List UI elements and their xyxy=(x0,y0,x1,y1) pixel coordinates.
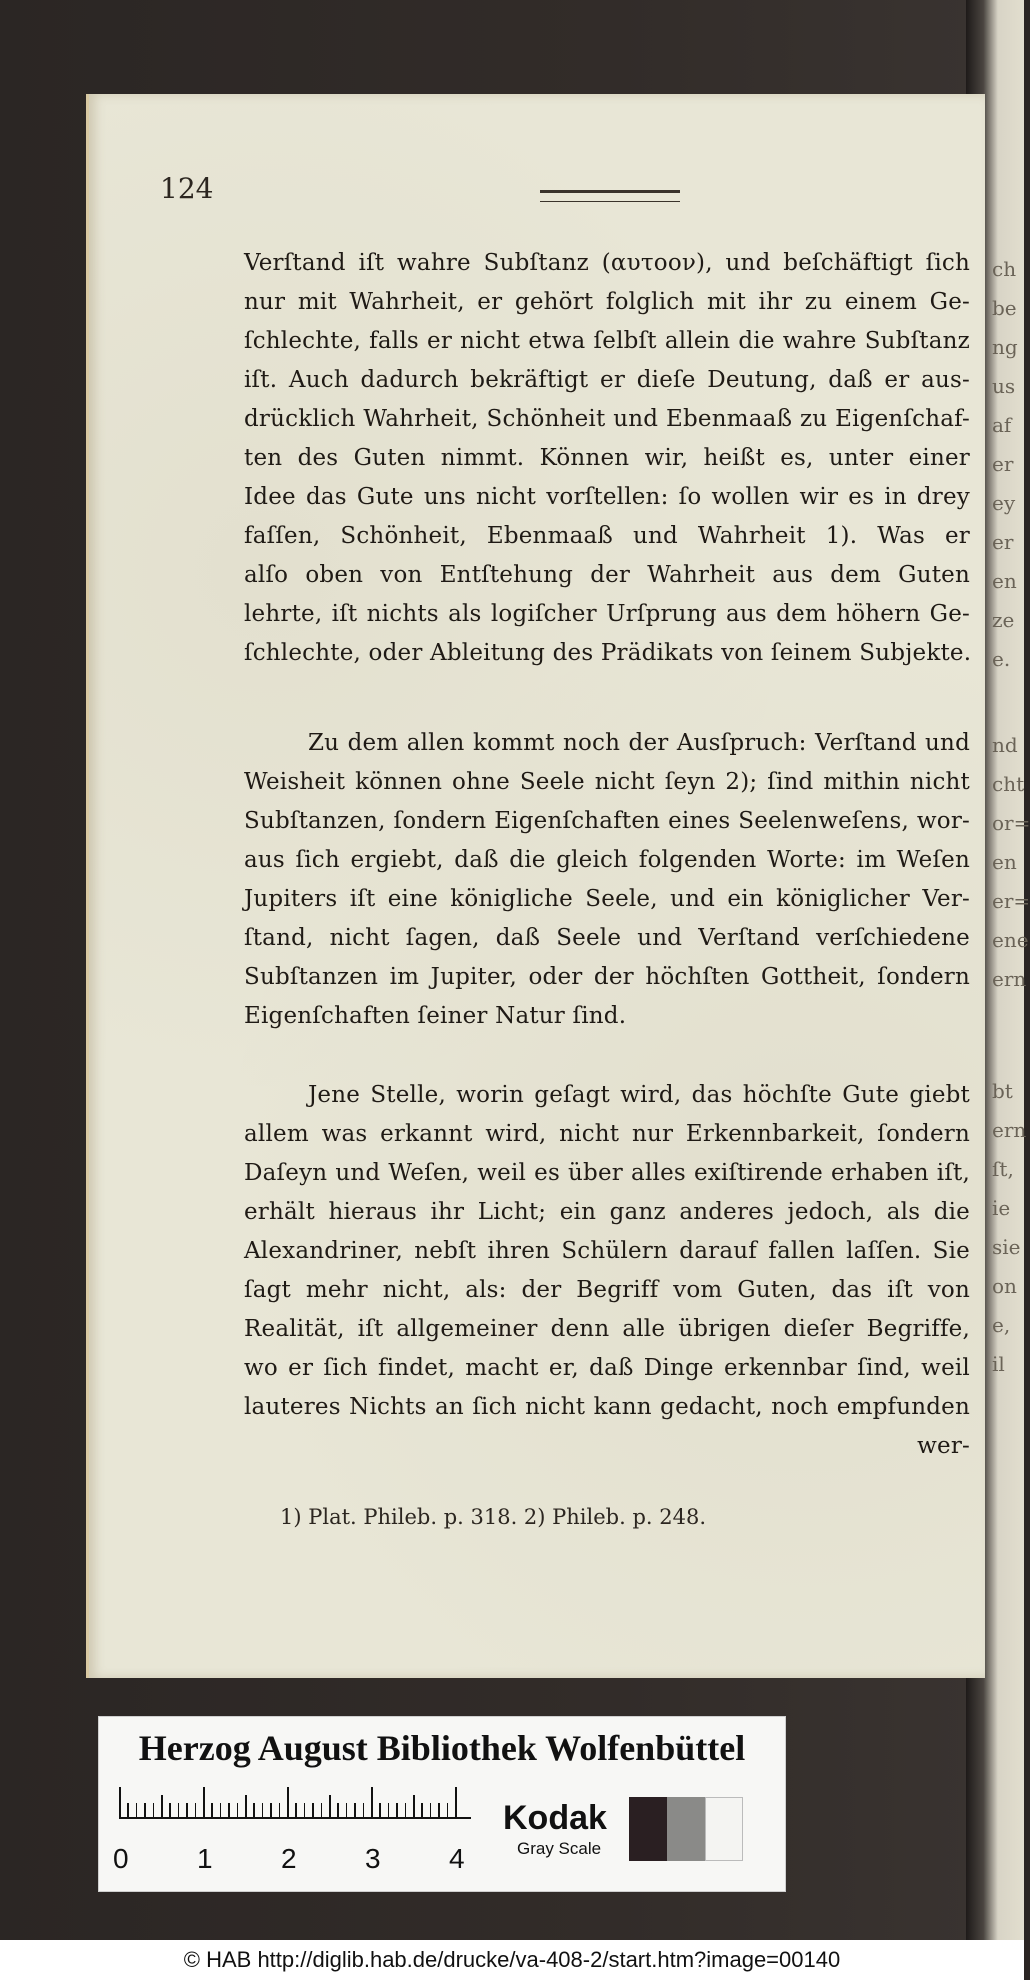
text-line: allem was erkannt wird, nicht nur Erkennbarkeit, ſondern xyxy=(244,1121,970,1147)
text-line: nur mit Wahrheit, er gehört folglich mit ihr zu einem Ge- xyxy=(244,289,970,315)
ruler-tick xyxy=(455,1787,457,1817)
header-rule xyxy=(540,190,680,202)
ruler-tick xyxy=(211,1803,213,1817)
ruler-tick xyxy=(321,1803,323,1817)
text-line: drücklich Wahrheit, Schönheit und Ebenmaaß zu Eigenſchaf- xyxy=(244,406,970,432)
catchword: wer- xyxy=(917,1433,970,1459)
copyright-footer: © HAB http://diglib.hab.de/drucke/va-408-2/start.htm?image=00140 xyxy=(0,1940,1024,1980)
text-line: ſchlechte, oder Ableitung des Prädikats von ſeinem Subjekte. xyxy=(244,640,972,666)
text-line: Realität, iſt allgemeiner denn alle übrigen dieſer Begriffe, xyxy=(244,1316,970,1342)
ruler-tick xyxy=(161,1795,163,1817)
paragraph-3 xyxy=(244,1076,970,1466)
gray-swatch-mid xyxy=(667,1797,705,1861)
ruler-tick xyxy=(371,1787,373,1817)
ruler-tick xyxy=(195,1803,197,1817)
ruler-tick xyxy=(295,1803,297,1817)
text-line: Eigenſchaften ſeiner Natur ſind. xyxy=(244,1003,627,1029)
text-line: lehrte, iſt nichts als logiſcher Urſprung aus dem höhern Ge- xyxy=(244,601,970,627)
text-line: ten des Guten nimmt. Können wir, heißt es, unter einer xyxy=(244,445,970,471)
text-line: Alexandriner, nebſt ihren Schülern darauf fallen laſſen. Sie xyxy=(244,1238,970,1264)
text-line: iſt. Auch dadurch bekräftigt er dieſe Deutung, daß er aus- xyxy=(244,367,970,393)
adjacent-page-bleed-low: bt ern ſt, ie sie on e, il xyxy=(992,1079,1027,1376)
text-line: Subſtanzen im Jupiter, oder der höchſten Gottheit, ſondern xyxy=(244,964,970,990)
ruler-tick xyxy=(447,1803,449,1817)
color-calibration-card xyxy=(98,1716,786,1892)
text-line: Weisheit können ohne Seele nicht ſeyn 2); ſind mithin nicht xyxy=(244,769,970,795)
text-line: Daſeyn und Weſen, weil es über alles exiſtirende erhaben iſt, xyxy=(244,1160,970,1186)
gray-swatch-light xyxy=(705,1797,743,1861)
ruler-tick xyxy=(262,1803,264,1817)
text-line: ſtand, nicht ſagen, daß Seele und Verſtand verſchiedene xyxy=(244,925,970,951)
ruler-number: 4 xyxy=(449,1843,465,1874)
ruler-tick xyxy=(379,1803,381,1817)
text-line: ſchlechte, falls er nicht etwa ſelbſt allein die wahre Subſtanz xyxy=(244,328,970,354)
paragraph-1 xyxy=(244,244,970,673)
adjacent-page-bleed-top: ch be ng us af er ey er en ze e. xyxy=(992,257,1018,671)
text-line: Zu dem allen kommt noch der Ausſpruch: Verſtand und xyxy=(308,730,970,756)
ruler-tick xyxy=(153,1803,155,1817)
ruler-tick xyxy=(119,1787,121,1817)
gray-swatch-dark xyxy=(629,1797,667,1861)
ruler-tick xyxy=(413,1795,415,1817)
ruler-tick xyxy=(438,1803,440,1817)
ruler-tick xyxy=(329,1795,331,1817)
text-line: Verſtand iſt wahre Subſtanz (αυτοον), und beſchäftigt ſich xyxy=(244,250,970,276)
ruler-tick xyxy=(203,1787,205,1817)
text-line: alſo oben von Entſtehung der Wahrheit aus dem Guten xyxy=(244,562,970,588)
ruler-tick xyxy=(127,1803,129,1817)
ruler-ticks xyxy=(119,1787,471,1817)
ruler-number: 2 xyxy=(281,1843,297,1874)
ruler-tick xyxy=(304,1803,306,1817)
text-line: aus ſich ergiebt, daß die gleich folgenden Worte: im Weſen xyxy=(244,847,970,873)
text-line: Subſtanzen, ſondern Eigenſchaften eines Seelenweſens, wor- xyxy=(244,808,970,834)
ruler-tick xyxy=(346,1803,348,1817)
text-line: Jupiters iſt eine königliche Seele, und ein königlicher Ver- xyxy=(244,886,970,912)
ruler-tick xyxy=(354,1803,356,1817)
ruler-tick xyxy=(405,1803,407,1817)
ruler-tick xyxy=(430,1803,432,1817)
text-line: Idee das Gute uns nicht vorſtellen: ſo wollen wir es in drey xyxy=(244,484,970,510)
ruler-tick xyxy=(228,1803,230,1817)
page-number: 124 xyxy=(160,172,214,205)
ruler-baseline xyxy=(119,1817,471,1819)
ruler-tick xyxy=(279,1803,281,1817)
ruler-tick xyxy=(253,1803,255,1817)
library-title: Herzog August Bibliothek Wolfenbüttel xyxy=(138,1728,746,1768)
adjacent-page-bleed-mid: nd cht or= en er= ene ern xyxy=(992,733,1030,991)
ruler-tick xyxy=(312,1803,314,1817)
ruler-tick xyxy=(388,1803,390,1817)
ruler-numbers xyxy=(113,1843,493,1877)
footnotes: 1) Plat. Phileb. p. 318. 2) Phileb. p. 248. xyxy=(280,1505,707,1529)
ruler-tick xyxy=(178,1803,180,1817)
ruler-number: 3 xyxy=(365,1843,381,1874)
text-line: Jene Stelle, worin geſagt wird, das höchſte Gute giebt xyxy=(308,1082,970,1108)
text-line: ſagt mehr nicht, als: der Begriff vom Guten, das iſt von xyxy=(244,1277,970,1303)
paragraph-2 xyxy=(244,724,970,1036)
ruler-tick xyxy=(396,1803,398,1817)
ruler-tick xyxy=(421,1803,423,1817)
ruler-tick xyxy=(337,1803,339,1817)
ruler-tick xyxy=(220,1803,222,1817)
ruler-tick xyxy=(245,1795,247,1817)
text-line: erhält hieraus ihr Licht; ein ganz anderes jedoch, als die xyxy=(244,1199,970,1225)
ruler-tick xyxy=(186,1803,188,1817)
text-line: lauteres Nichts an ſich nicht kann gedacht, noch empfunden xyxy=(244,1394,970,1420)
ruler-tick xyxy=(237,1803,239,1817)
ruler-tick xyxy=(287,1787,289,1817)
text-line: faſſen, Schönheit, Ebenmaaß und Wahrheit 1). Was er xyxy=(244,523,970,549)
text-line: wo er ſich findet, macht er, daß Dinge erkennbar ſind, weil xyxy=(244,1355,970,1381)
ruler-tick xyxy=(169,1803,171,1817)
ruler-tick xyxy=(270,1803,272,1817)
gray-scale-label: Gray Scale xyxy=(517,1839,602,1858)
ruler-tick xyxy=(144,1803,146,1817)
ruler-number: 1 xyxy=(197,1843,213,1874)
ruler-number: 0 xyxy=(113,1843,129,1874)
ruler-tick xyxy=(136,1803,138,1817)
ruler-tick xyxy=(363,1803,365,1817)
kodak-logo: Kodak xyxy=(503,1799,607,1837)
